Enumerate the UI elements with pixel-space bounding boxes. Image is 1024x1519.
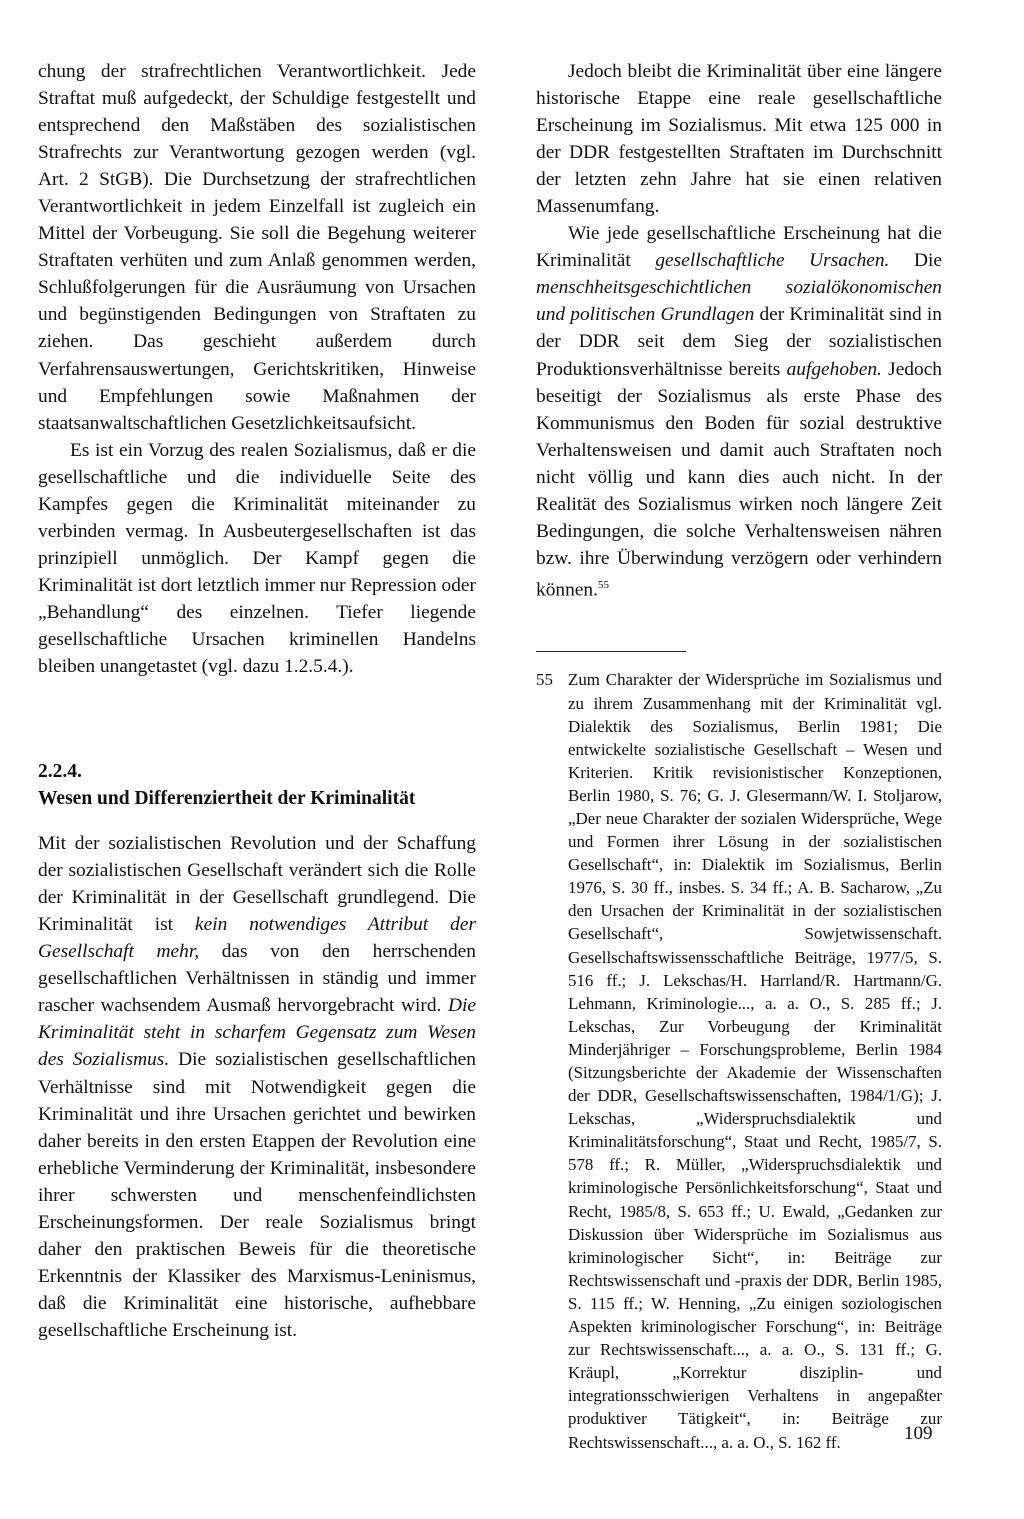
page-number: 109 <box>904 1423 933 1444</box>
emphasis-text: menschheitsgeschichtlichen sozialökonomischen und politischen Grundlagen <box>536 277 942 326</box>
footnote-reference: 55 <box>597 578 609 591</box>
emphasis-text: aufgehoben. <box>786 358 882 380</box>
footnote-divider <box>536 651 686 652</box>
emphasis-text: kein notwendiges Attribut der Gesellschaft mehr, <box>38 914 476 963</box>
body-paragraph: chung der strafrechtlichen Verantwortlichkeit. Jede Straftat muß aufgedeckt, der Schuldige festgestellt und entsprechend den Maßstäben des sozialistischen Strafrechts zur Verantwortung gezogen werden (vgl. Art. 2 StGB). Die Durchsetzung der strafrechtlichen Verantwortlichkeit in jedem Einzelfall ist zugleich ein Mittel der Vorbeugung. Sie soll die Begehung weiterer Straftaten verhüten und zum Anlaß genommen werden, Schlußfolgerungen für die Ausräumung von Ursachen und begünstigenden Bedingungen von Straftaten zu ziehen. Das geschieht außerdem durch Verfahrensauswertungen, Gerichtskritiken, Hinweise und Empfehlungen sowie Maßnahmen der staatsanwaltschaftlichen Gesetzlichkeitsaufsicht. <box>38 61 476 434</box>
text-run: Jedoch beseitigt der Sozialismus als erste Phase des Kommunismus den Boden für sozial destruktive Verhaltensweisen und damit auch Straftaten noch nicht völlig und kann dies auch nicht. In der Realität des Sozialismus wirken noch längere Zeit Bedingungen, die solche Verhaltensweisen nähren bzw. ihre Überwindung verzögern oder verhindern können. <box>536 358 942 601</box>
emphasis-text: gesellschaftliche Ursachen. <box>655 250 890 272</box>
section-heading <box>38 758 476 812</box>
footnote-number: 55 <box>536 670 553 690</box>
text-run: Die <box>889 250 942 272</box>
right-column <box>536 58 942 1454</box>
section-paragraph <box>38 830 476 1344</box>
body-paragraph: Jedoch bleibt die Kriminalität über eine längere historische Etappe eine reale gesellschaftliche Erscheinung im Sozialismus. Mit etwa 125 000 in der DDR festgestellten Straftaten im Durchschnitt der letzten zehn Jahre hat sie einen relativen Massenumfang. <box>536 61 942 218</box>
emphasis-text: Die Kriminalität steht in scharfem Gegensatz zum Wesen des Sozialismus. <box>38 995 476 1071</box>
section-title: Wesen und Differenziertheit der Kriminalität <box>38 788 416 810</box>
footnote-text: Zum Charakter der Widersprüche im Sozialismus und zu ihrem Zusammenhang mit der Kriminalität vgl. Dialektik des Sozialismus, Berlin 1981; Die entwickelte sozialistische Gesellschaft – Wesen und Kriterien. Kritik revisionistischer Konzeptionen, Berlin 1980, S. 76; G. J. Glesermann/W. I. Stoljarow, „Der neue Charakter der sozialen Widersprüche, Wege und Formen ihrer Lösung in der sozialistischen Gesellschaft“, in: Dialektik im Sozialismus, Berlin 1976, S. 30 ff., insbes. S. 34 ff.; A. B. Sacharow, „Zu den Ursachen der Kriminalität in der sozialistischen Gesellschaft“, Sowjetwissenschaft. Gesellschaftswissensschaftliche Beiträge, 1977/5, S. 516 ff.; J. Lekschas/H. Harrland/R. Hartmann/G. Lehmann, Kriminologie..., a. a. O., S. 285 ff.; J. Lekschas, Zur Vorbeugung der Kriminalität Minderjähriger – Forschungsprobleme, Berlin 1984 (Sitzungsberichte der Akademie der Wissenschaften der DDR, Gesellschaftswissenschaften, 1984/1/G); J. Lekschas, „Widerspruchsdialektik und Kriminalitätsforschung“, Staat und Recht, 1985/7, S. 578 ff.; R. Müller, „Widerspruchsdialektik und kriminologische Persönlichkeitsforschung“, Staat und Recht, 1985/8, S. 653 ff.; U. Ewald, „Gedanken zur Diskussion über Widersprüche im Sozialismus aus kriminologischer Sicht“, in: Beiträge zur Rechtswissenschaft und -praxis der DDR, Berlin 1985, S. 115 ff.; W. Henning, „Zu einigen soziologischen Aspekten kriminologischer Forschung“, in: Beiträge zur Rechtswissenschaft..., a. a. O., S. 131 ff.; G. Kräupl, „Korrektur disziplin- und integrationsschwierigen Verhaltens in angepaßter produktiver Tätigkeit“, in: Beiträge zur Rechtswissenschaft..., a. a. O., S. 162 ff. <box>568 670 942 1452</box>
body-paragraph: Es ist ein Vorzug des realen Sozialismus, daß er die gesellschaftliche und die individuelle Seite des Kampfes gegen die Kriminalität miteinander zu verbinden vermag. In Ausbeutergesellschaften ist das prinzipiell unmöglich. Der Kampf gegen die Kriminalität ist dort letztlich immer nur Repression oder „Behandlung“ des einzelnen. Tiefer liegende gesellschaftliche Ursachen kriminellen Handelns bleiben unangetastet (vgl. dazu 1.2.5.4.). <box>38 439 476 678</box>
footnote <box>536 668 942 1453</box>
body-paragraph <box>536 220 942 603</box>
text-run: das von den herrschenden gesellschaftlichen Verhältnissen in ständig und immer rascher wachsendem Ausmaß hervorgebracht wird. <box>38 941 476 1017</box>
text-run: der Kriminalität sind in der DDR seit dem Sieg der sozialistischen Produktionsverhältnisse bereits <box>536 304 942 380</box>
section-number: 2.2.4. <box>38 761 82 783</box>
text-run: Mit der sozialistischen Revolution und der Schaffung der sozialistischen Gesellschaft verändert sich die Rolle der Kriminalität in der Gesellschaft grundlegend. Die Kriminalität ist <box>38 833 476 936</box>
text-run: Die sozialistischen gesellschaftlichen Verhältnisse sind mit Notwendigkeit gegen die Kriminalität und ihre Ursachen gerichtet und bewirken daher bereits in den ersten Etappen der Revolution eine erhebliche Verminderung der Kriminalität, insbesondere ihrer schwersten und menschenfeindlichsten Erscheinungsformen. Der reale Sozialismus bringt daher den praktischen Beweis für die theoretische Erkenntnis der Klassiker des Marxismus-Leninismus, daß die Kriminalität eine historische, aufhebbare gesellschaftliche Erscheinung ist. <box>38 1049 476 1341</box>
left-column <box>38 58 476 1344</box>
text-run: Wie jede gesellschaftliche Erscheinung hat die Kriminalität <box>536 223 942 272</box>
